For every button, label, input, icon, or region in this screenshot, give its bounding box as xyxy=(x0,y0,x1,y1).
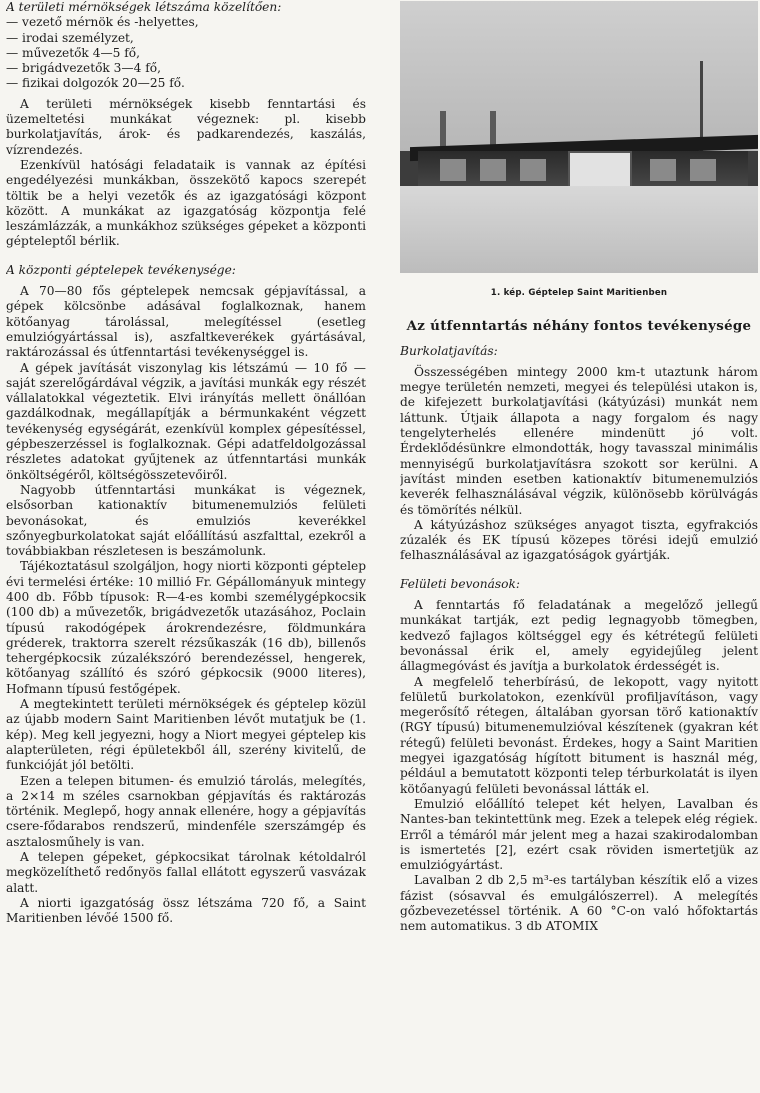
paragraph: Ezen a telepen bitumen- és emulzió tárolás, melegítés, a 2×14 m széles csarnokban gépjavítás és raktározás történik. Meglepő, hogy annak ellenére, hogy a gépjavítás csere-fődarabos rendszerű, mindenféle szerszámgép és asztalosműhely is van. xyxy=(6,773,366,849)
section-heading: Burkolatjavítás: xyxy=(400,343,498,358)
paragraph: A niorti igazgatóság össz létszáma 720 fő, a Saint Maritienben lévőé 1500 fő. xyxy=(6,895,366,926)
paragraph: A telepen gépeket, gépkocsikat tárolnak kétoldalról megközelíthető redőnyös fallal ellátott egyszerű vasvázak alatt. xyxy=(6,850,366,895)
paragraph: Ezenkívül hatósági feladataik is vannak az építési engedélyezési munkákban, összekötő kapocs szerepét töltik be a helyi vezetők és az igazgatósági központ között. A munkákat az igazgatóság központja felé leszámlázzák, a munkákhoz szükséges gépeket a központi gépteleptől bérlik. xyxy=(6,157,366,249)
right-column xyxy=(400,0,758,935)
paragraph: A gépek javítását viszonylag kis létszámú — 10 fő — saját szerelőgárdával végzik, a javítási munkák egy részét vállalatokkal végeztetik. Elvi irányítás mellett önállóan gazdálkodnak, megállapítják a bérmunkaként végzett tevékenység egységárát, ezenkívül komplex gépesítéssel, gépbeszerzéssel is foglalkoznak. Gépi adatfeldolgozással részletes adatokat gyűjtenek az útfenntartási munkák önköltségéről, költségösszetevőiről. xyxy=(6,360,366,482)
paragraph: A kátyúzáshoz szükséges anyagot tiszta, egyfrakciós zúzalék és EK típusú közepes törési idejű emulzió felhasználásával az igazgatóságok gyártják. xyxy=(400,517,758,563)
list-item: — irodai személyzet, xyxy=(6,30,134,45)
list-item: — fizikai dolgozók 20—25 fő. xyxy=(6,76,185,91)
list-item: — vezető mérnök és -helyettes, xyxy=(6,15,199,30)
paragraph: A területi mérnökségek kisebb fenntartási és üzemeltetési munkákat végeznek: pl. kisebb burkolatjavítás, árok- és padkarendezés, kaszálás, vízrendezés. xyxy=(6,96,366,157)
list-item: — brigádvezetők 3—4 fő, xyxy=(6,61,161,76)
left-column xyxy=(6,0,366,927)
paragraph: Lavalban 2 db 2,5 m³-es tartályban készítik elő a vizes fázist (sósavval és emulgálószerrel). A melegítés gőzbevezetéssel történik. A 60 °C-on való hőfoktartás nem automatikus. 3 db ATOMIX xyxy=(400,873,758,934)
paragraph: Nagyobb útfenntartási munkákat is végeznek, elsősorban kationaktív bitumenemulziós felületi bevonásokat, és emulziós keverékkel szőnyegburkolatokat saját előállítású aszfalttal, ezekről a továbbiakban részletesen is beszámolunk. xyxy=(6,482,366,559)
list-title: A területi mérnökségek létszáma közelítően: xyxy=(6,0,282,14)
section-heading: A központi géptelepek tevékenysége: xyxy=(6,262,236,277)
article-title: Az útfenntartás néhány fontos tevékenysége xyxy=(406,318,752,335)
paragraph: Tájékoztatásul szolgáljon, hogy niorti központi géptelep évi termelési értéke: 10 millió Fr. Gépállományuk mintegy 400 db. Főbb típusok: R—4-es kombi személygépkocsik (100 db) a művezetők, brigádvezetők utazásához, Poclain típusú rakodógépek árokrendezésre, földmunkára gréderek, traktorra szerelt rézsűkaszák (16 db), billenős tehergépkocsik zúzalékszóró berendezéssel, hengerek, kötőanyag szállító és szóró gépkocsik (9000 literes), Hofmann típusú festőgépek. xyxy=(6,559,366,696)
staff-list xyxy=(6,15,366,91)
photo-caption: 1. kép. Géptelep Saint Maritienben xyxy=(490,288,668,298)
paragraph: A megfelelő teherbírású, de lekopott, vagy nyitott felületű burkolatokon, ezenkívül profiljavításon, vagy megerősítő rétegen, általában gyorsan törő kationaktív (RGY típusú) bitumenemulzióval készítenek (gyakran két rétegű) felületi bevonást. Érdekes, hogy a Saint Maritien megyei igazgatóság hígított bitument is használ még, például a bemutatott központi telep térburkolatát is ilyen kötőanyagú felületi bevonással látták el. xyxy=(400,674,758,796)
paragraph: A 70—80 fős géptelepek nemcsak gépjavítással, a gépek kölcsönbe adásával foglalkoznak, hanem kötőanyag tárolással, melegítéssel (esetleg emulziógyártással is), aszfaltkeverékek gyártásával, raktározással és útfenntartási tevékenységgel is. xyxy=(6,284,366,360)
paragraph: Emulzió előállító telepet két helyen, Lavalban és Nantes-ban tekintettünk meg. Ezek a telepek elég régiek. Erről a témáról már jelent meg a hazai szakirodalomban is ismertetés [2], ezért csak röviden ismertetjük az emulziógyártást. xyxy=(400,796,758,873)
list-item: — művezetők 4—5 fő, xyxy=(6,45,140,60)
paragraph: Összességében mintegy 2000 km-t utaztunk három megye területén nemzeti, megyei és települési utakon is, de kifejezett burkolatjavítási (kátyúzási) munkát nem láttunk. Útjaik állapota a nagy forgalom és nagy tengelyterhelés ellenére mindenütt jó volt. Érdeklődésünkre elmondották, hogy tavasszal minimális mennyiségű burkolatjavításra szokott sor kerülni. A javítást minden esetben kationaktív bitumenemulziós keverék felhasználásával végzik, különösebb körülvágás és tömörítés nélkül. xyxy=(400,364,758,517)
paragraph: A fenntartás fő feladatának a megelőző jellegű munkákat tartják, ezt pedig legnagyobb tömegben, kedvező fajlagos költséggel egy és kétrétegű felületi bevonással érik el, amely egyidejűleg jelent állagmegóvást és javítja a burkolatok érdességét is. xyxy=(400,598,758,674)
section-heading: Felületi bevonások: xyxy=(400,576,520,591)
photo-depot xyxy=(400,1,758,273)
paragraph: A megtekintett területi mérnökségek és géptelep közül az újabb modern Saint Maritienben lévőt mutatjuk be (1. kép). Meg kell jegyezni, hogy a Niort megyei géptelep kis alapterületen, régi épületekből áll, szerény kivitelű, de funkcióját jól betölti. xyxy=(6,697,366,773)
